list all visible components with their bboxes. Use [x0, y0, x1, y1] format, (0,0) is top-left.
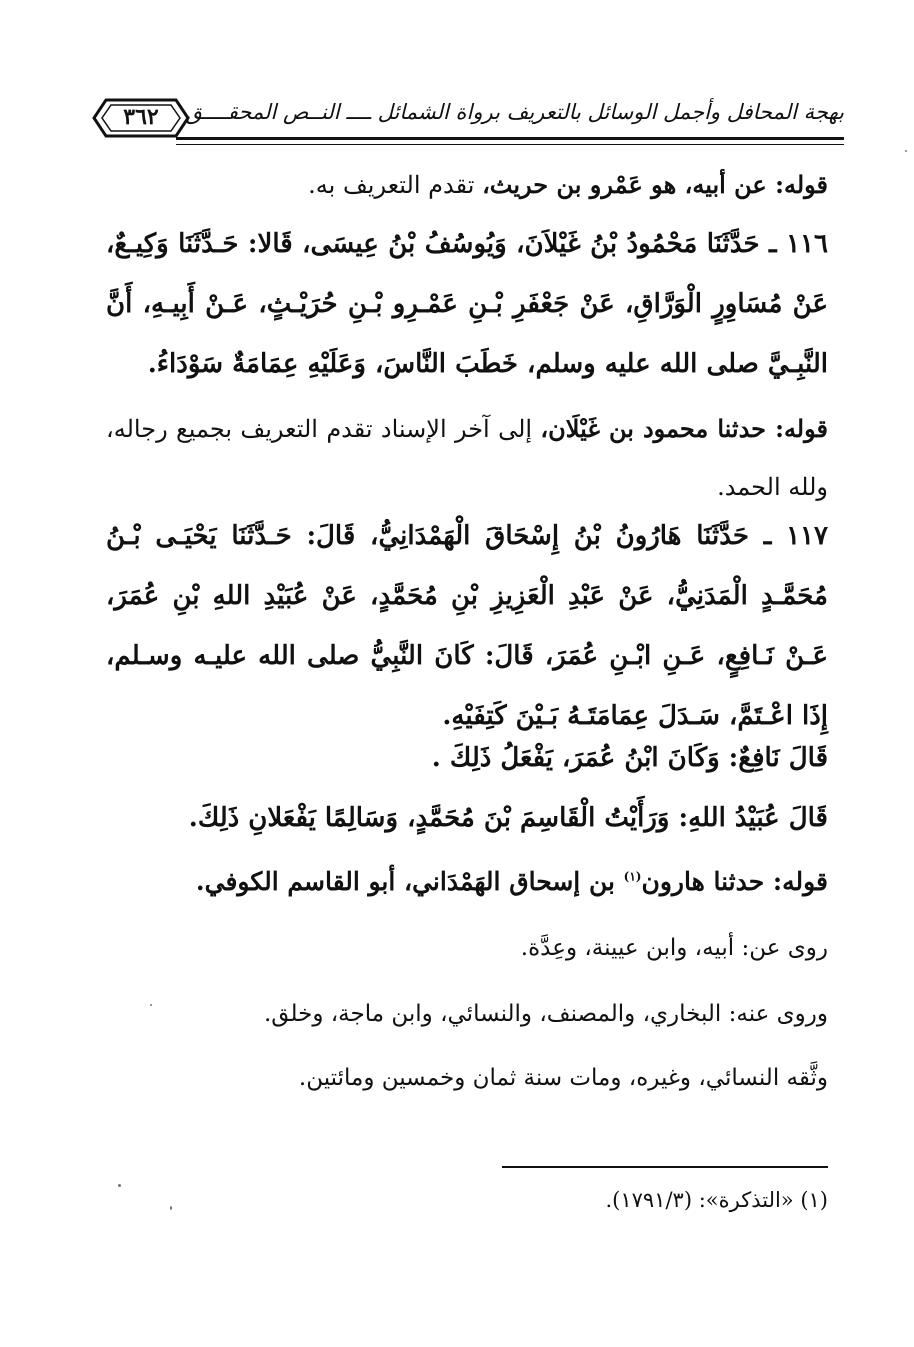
header-rule-thin	[176, 144, 844, 145]
page-number: ٣٦٢	[123, 104, 159, 130]
scan-speck	[905, 150, 907, 152]
header-rule	[176, 137, 844, 140]
reliability-and-death: وثَّقه النسائي، وغيره، ومات سنة ثمان وخمسين ومائتين.	[298, 1065, 828, 1091]
footnote: (١) «التذكرة»: (١٧٩١/٣).	[605, 1188, 828, 1212]
scan-speck	[118, 1184, 121, 1187]
scan-speck	[150, 1004, 152, 1006]
haroun-rest: بن إسحاق الهَمْدَاني، أبو القاسم الكوفي.	[195, 867, 624, 896]
commentary-paragraph-1	[106, 156, 828, 214]
scan-speck	[170, 1206, 172, 1210]
hadith-116: ١١٦ ـ حَدَّثَنَا مَحْمُودُ بْنُ غَيْلاَنَ، وَيُوسُفُ بْنُ عِيسَى، قَالا: حَـدَّثَنَا وَكِيـعٌ، عَنْ مُسَاوِرٍ الْوَرَّاقِ، عَنْ جَعْفَرِ بْـنِ عَمْـرِو بْـنِ حُرَيْـثٍ، عَـنْ أَبِيـهِ، أَنَّ النَّبِـيَّ صلى الله عليه وسلم، خَطَبَ النَّاسَ، وَعَلَيْهِ عِمَامَةٌ سَوْدَاءُ.	[106, 229, 828, 379]
footnote-reference[interactable]: (١)	[623, 869, 642, 884]
header-title: بهجة المحافل وأجمل الوسائل بالتعريف برواة الشمائل ــــ النــص المحقــــق	[185, 100, 844, 124]
footnote-separator	[502, 1166, 828, 1168]
commentary-rest: إلى آخر الإسناد تقدم التعريف بجميع رجاله، ولله الحمد.	[106, 415, 828, 501]
haroun-commentary	[106, 856, 828, 908]
page-number-frame	[92, 98, 190, 138]
commentary-rest: تقدم التعريف به.	[308, 171, 483, 199]
running-header	[92, 96, 844, 142]
commentary-lead: قوله: حدثنا محمود بن غَيْلَان،	[540, 414, 828, 443]
narrated-by: وروى عنه: البخاري، والمصنف، والنسائي، وابن ماجة، وخلق.	[264, 1001, 828, 1027]
haroun-lead: قوله: حدثنا هارون	[641, 867, 828, 896]
commentary-paragraph-2	[106, 400, 828, 516]
nafi-statement: قَالَ نَافِعٌ: وَكَانَ ابْنُ عُمَرَ، يَفْعَلُ ذَلِكَ .	[431, 743, 828, 773]
commentary-lead: قوله: عن أبيه، هو عَمْرو بن حريث،	[482, 170, 828, 199]
ubaidullah-statement: قَالَ عُبَيْدُ اللهِ: وَرَأَيْتُ الْقَاسِمَ بْنَ مُحَمَّدٍ، وَسَالِمًا يَفْعَلانِ ذَلِكَ.	[188, 803, 828, 833]
narrated-from: روى عن: أبيه، وابن عيينة، وعِدَّة.	[520, 935, 828, 961]
hadith-117: ١١٧ ـ حَدَّثَنَا هَارُونُ بْنُ إِسْحَاقَ الْهَمْدَانِيُّ، قَالَ: حَـدَّثَنَا يَحْيَـى بْـنُ مُحَمَّـدٍ الْمَدَنِيُّ، عَنْ عَبْدِ الْعَزِيزِ بْنِ مُحَمَّدٍ، عَنْ عُبَيْدِ اللهِ بْنِ عُمَرَ، عَـنْ نَـافِعٍ، عَـنِ ابْـنِ عُمَرَ، قَالَ: كَانَ النَّبِيُّ صلى الله عليـه وسـلم، إِذَا اعْـتَمَّ، سَـدَلَ عِمَامَتَـهُ بَـيْنَ كَتِفَيْهِ.	[106, 521, 828, 731]
